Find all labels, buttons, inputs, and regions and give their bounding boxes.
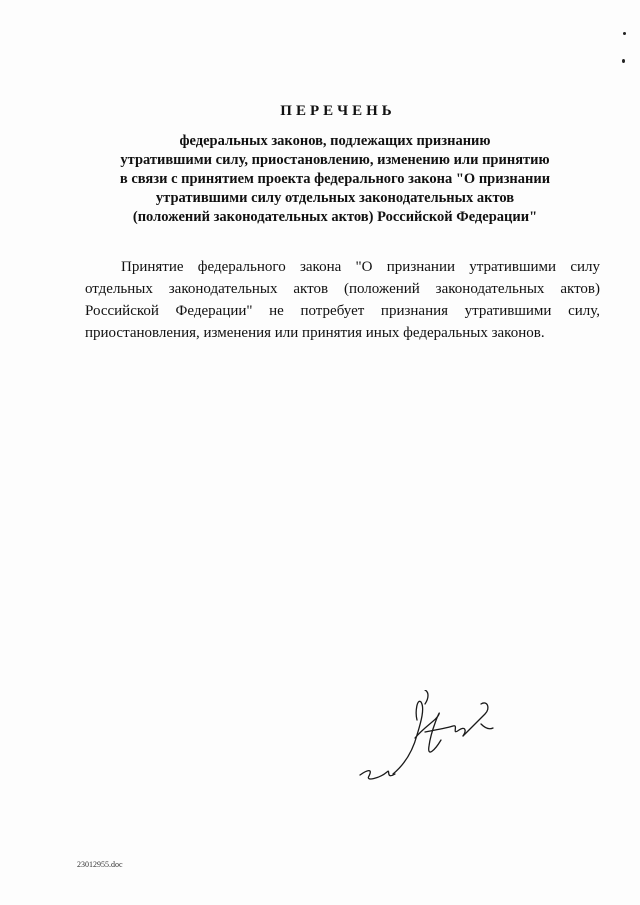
subtitle-line: (положений законодательных актов) Российской Федерации"	[132, 209, 538, 225]
body-line: отдельных законодательных актов (положений законодательных актов)	[85, 281, 600, 297]
file-name-label: 23012955.doc	[77, 860, 123, 869]
scan-speck	[622, 59, 625, 63]
document-subtitle	[70, 132, 600, 227]
document-heading: ПЕРЕЧЕНЬ	[280, 103, 396, 119]
subtitle-line: в связи с принятием проекта федерального закона "О признании	[119, 171, 551, 187]
handwritten-signature	[355, 690, 505, 790]
document-body-paragraph	[85, 256, 600, 344]
body-line: Российской Федерации" не потребует признания утратившими силу,	[85, 303, 600, 319]
subtitle-line: федеральных законов, подлежащих признанию	[179, 133, 491, 149]
subtitle-line: утратившими силу отдельных законодательных актов	[155, 190, 515, 206]
scan-speck	[623, 32, 626, 35]
subtitle-line: утратившими силу, приостановлению, изменению или принятию	[120, 152, 550, 168]
body-line: приостановления, изменения или принятия иных федеральных законов.	[85, 325, 545, 341]
body-line: Принятие федерального закона "О признании утратившими силу	[121, 259, 600, 275]
